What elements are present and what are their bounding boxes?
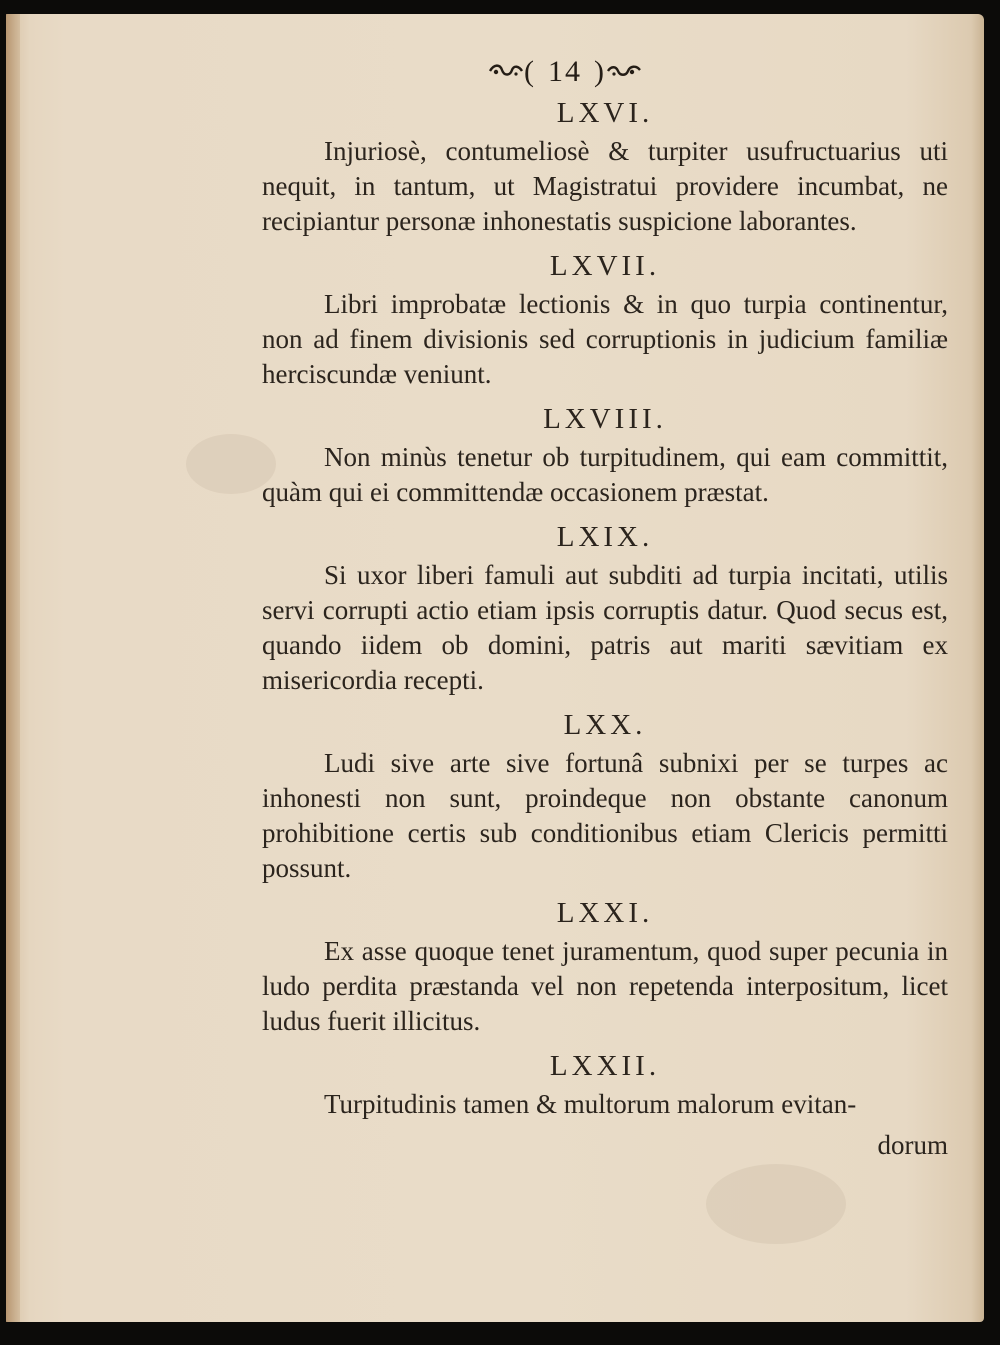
paper-stain (706, 1164, 846, 1244)
left-ornament-icon (488, 62, 524, 80)
page-binding-edge (6, 14, 20, 1322)
section-lxix (262, 516, 948, 698)
section-lxxi (262, 892, 948, 1039)
section-paragraph: Ludi sive arte sive fortunâ subnixi per se turpes ac inhonesti non sunt, proindeque non obstante canonum prohibitione certis sub conditionibus etiam Clericis permitti possunt. (262, 748, 948, 883)
right-ornament-icon (606, 62, 642, 80)
header-open-bracket: ( (524, 54, 536, 88)
page-number: 14 (548, 54, 582, 88)
section-numeral: LXXI. (556, 897, 654, 929)
section-numeral: LXIX. (556, 521, 654, 553)
section-lxviii (262, 398, 948, 510)
section-numeral: LXX. (563, 709, 647, 741)
text-block (262, 50, 948, 1163)
section-numeral: LXVIII. (543, 403, 667, 435)
section-paragraph: Ex asse quoque tenet juramentum, quod super pecunia in ludo perdita præstanda vel non repetenda interpositum, licet ludus fuerit illicitus. (262, 936, 948, 1036)
section-numeral: LXVI. (556, 97, 654, 129)
page-header (182, 50, 948, 92)
section-paragraph: Non minùs tenetur ob turpitudinem, qui eam committit, quàm qui ei committendæ occasionem præstat. (262, 442, 948, 507)
header-close-bracket: ) (594, 54, 606, 88)
section-lxxii (262, 1045, 948, 1122)
section-paragraph: Injuriosè, contumeliosè & turpiter usufructuarius uti nequit, in tantum, ut Magistratui providere incumbat, ne recipiantur personæ inhonestatis suspicione laborantes. (262, 136, 948, 236)
section-lxx (262, 704, 948, 886)
catchword: dorum (877, 1130, 948, 1160)
section-numeral: LXXII. (549, 1050, 661, 1082)
section-paragraph: Si uxor liberi famuli aut subditi ad turpia incitati, utilis servi corrupti actio etiam ipsis corruptis datur. Quod secus est, quando iidem ob domini, patris aut mariti sævitiam ex misericordia recepti. (262, 560, 948, 695)
section-paragraph: Turpitudinis tamen & multorum malorum evitan- (324, 1089, 857, 1119)
section-lxvi (262, 92, 948, 239)
section-paragraph: Libri improbatæ lectionis & in quo turpia continentur, non ad finem divisionis sed corruptionis in judicium familiæ herciscundæ veniunt. (262, 289, 948, 389)
section-lxvii (262, 245, 948, 392)
section-numeral: LXVII. (549, 250, 661, 282)
